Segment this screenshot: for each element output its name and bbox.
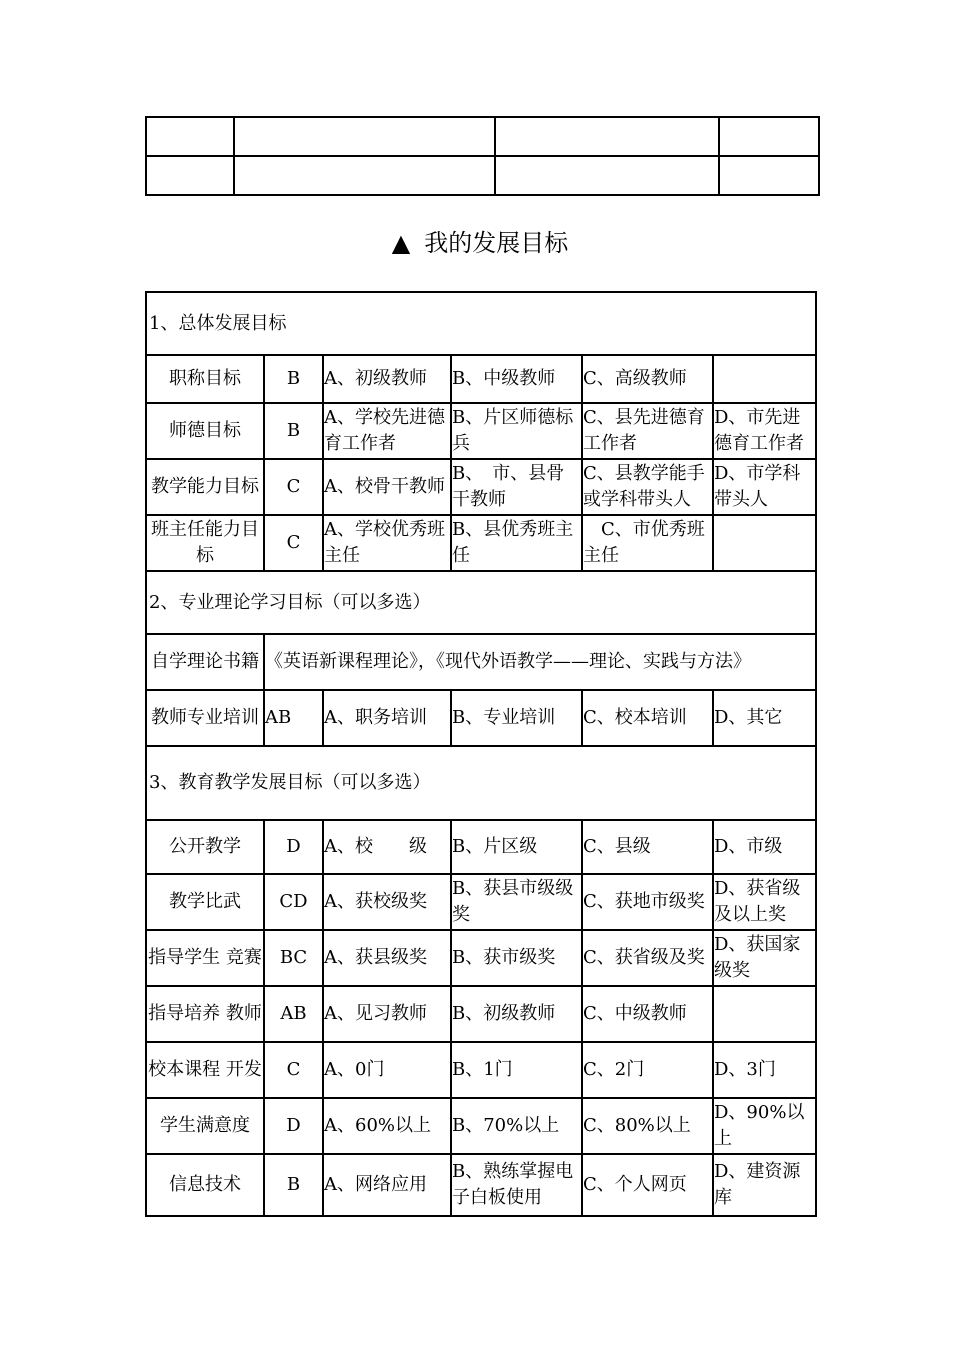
option-c: C、市优秀班主任 [582, 515, 713, 571]
option-a: A、学校先进德育工作者 [323, 403, 451, 459]
row-label: 教师专业培训 [146, 690, 264, 746]
row-choice: D [264, 1098, 323, 1154]
option-d [713, 355, 816, 403]
option-a: A、初级教师 [323, 355, 451, 403]
row-label: 自学理论书籍 [146, 634, 264, 690]
section-heading: 1、总体发展目标 [146, 292, 816, 355]
option-c: C、县先进德育工作者 [582, 403, 713, 459]
option-c: C、个人网页 [582, 1154, 713, 1216]
option-b: B、1门 [451, 1042, 582, 1098]
table-cell [146, 156, 234, 195]
section-heading-row [146, 292, 816, 355]
table-row [146, 1098, 816, 1154]
table-row [146, 874, 816, 930]
row-choice: C [264, 1042, 323, 1098]
option-b: B、中级教师 [451, 355, 582, 403]
row-label: 教学比武 [146, 874, 264, 930]
table-row [146, 355, 816, 403]
table-cell [146, 117, 234, 156]
row-choice: AB [264, 690, 323, 746]
option-a: A、获校级奖 [323, 874, 451, 930]
option-b: B、70%以上 [451, 1098, 582, 1154]
table-row [146, 1042, 816, 1098]
row-label: 学生满意度 [146, 1098, 264, 1154]
option-c: C、2门 [582, 1042, 713, 1098]
option-c: C、县教学能手或学科带头人 [582, 459, 713, 515]
option-d: D、3门 [713, 1042, 816, 1098]
option-a: A、见习教师 [323, 986, 451, 1042]
table-cell [234, 156, 495, 195]
option-d: D、获国家级奖 [713, 930, 816, 986]
option-a: A、校骨干教师 [323, 459, 451, 515]
table-row [146, 690, 816, 746]
row-label: 指导培养 教师 [146, 986, 264, 1042]
option-d: D、市级 [713, 820, 816, 874]
page-title [0, 226, 960, 260]
option-c: C、县级 [582, 820, 713, 874]
option-a: A、60%以上 [323, 1098, 451, 1154]
row-label: 职称目标 [146, 355, 264, 403]
row-choice: C [264, 459, 323, 515]
table-cell [719, 156, 819, 195]
row-choice: D [264, 820, 323, 874]
option-d [713, 986, 816, 1042]
table-row [146, 930, 816, 986]
table-row [146, 1154, 816, 1216]
option-a: A、获县级奖 [323, 930, 451, 986]
section-heading: 3、教育教学发展目标（可以多选） [146, 746, 816, 820]
option-c: C、80%以上 [582, 1098, 713, 1154]
row-choice: BC [264, 930, 323, 986]
option-d: D、90%以上 [713, 1098, 816, 1154]
row-label: 指导学生 竞赛 [146, 930, 264, 986]
top-empty-table [145, 116, 820, 196]
option-d: D、建资源库 [713, 1154, 816, 1216]
book-list-text: 《英语新课程理论》，《现代外语教学——理论、实践与方法》 [264, 634, 816, 690]
table-row [146, 515, 816, 571]
option-d [713, 515, 816, 571]
option-a: A、0门 [323, 1042, 451, 1098]
option-b: B、片区级 [451, 820, 582, 874]
table-cell [495, 156, 719, 195]
option-b: B、县优秀班主任 [451, 515, 582, 571]
row-choice: B [264, 403, 323, 459]
row-label: 教学能力目标 [146, 459, 264, 515]
table-cell [495, 117, 719, 156]
option-c: C、中级教师 [582, 986, 713, 1042]
option-d: D、市学科带头人 [713, 459, 816, 515]
row-choice: B [264, 355, 323, 403]
table-cell [234, 117, 495, 156]
row-label: 班主任能力目标 [146, 515, 264, 571]
option-b: B、获市级奖 [451, 930, 582, 986]
section-heading: 2、专业理论学习目标（可以多选） [146, 571, 816, 634]
option-b: B、片区师德标兵 [451, 403, 582, 459]
section-heading-row [146, 746, 816, 820]
option-c: C、获地市级奖 [582, 874, 713, 930]
row-choice: CD [264, 874, 323, 930]
row-label: 信息技术 [146, 1154, 264, 1216]
option-d: D、市先进德育工作者 [713, 403, 816, 459]
table-row [146, 403, 816, 459]
row-choice: C [264, 515, 323, 571]
goals-table [145, 291, 817, 1217]
option-d: D、获省级及以上奖 [713, 874, 816, 930]
option-a: A、职务培训 [323, 690, 451, 746]
option-d: D、其它 [713, 690, 816, 746]
table-row [146, 117, 819, 156]
option-c: C、高级教师 [582, 355, 713, 403]
row-choice: AB [264, 986, 323, 1042]
table-row [146, 634, 816, 690]
row-label: 师德目标 [146, 403, 264, 459]
table-row [146, 986, 816, 1042]
section-heading-row [146, 571, 816, 634]
option-b: B、初级教师 [451, 986, 582, 1042]
option-a: A、学校优秀班主任 [323, 515, 451, 571]
row-label: 公开教学 [146, 820, 264, 874]
page-title-text: 我的发展目标 [424, 229, 569, 257]
triangle-icon: ▲ [391, 229, 411, 257]
option-a: A、校 级 [323, 820, 451, 874]
option-c: C、校本培训 [582, 690, 713, 746]
table-row [146, 459, 816, 515]
option-b: B、 市、县骨干教师 [451, 459, 582, 515]
option-b: B、熟练掌握电子白板使用 [451, 1154, 582, 1216]
table-row [146, 156, 819, 195]
option-a: A、网络应用 [323, 1154, 451, 1216]
option-c: C、获省级及奖 [582, 930, 713, 986]
table-row [146, 820, 816, 874]
row-label: 校本课程 开发 [146, 1042, 264, 1098]
option-b: B、专业培训 [451, 690, 582, 746]
row-choice: B [264, 1154, 323, 1216]
option-b: B、获县市级级奖 [451, 874, 582, 930]
table-cell [719, 117, 819, 156]
